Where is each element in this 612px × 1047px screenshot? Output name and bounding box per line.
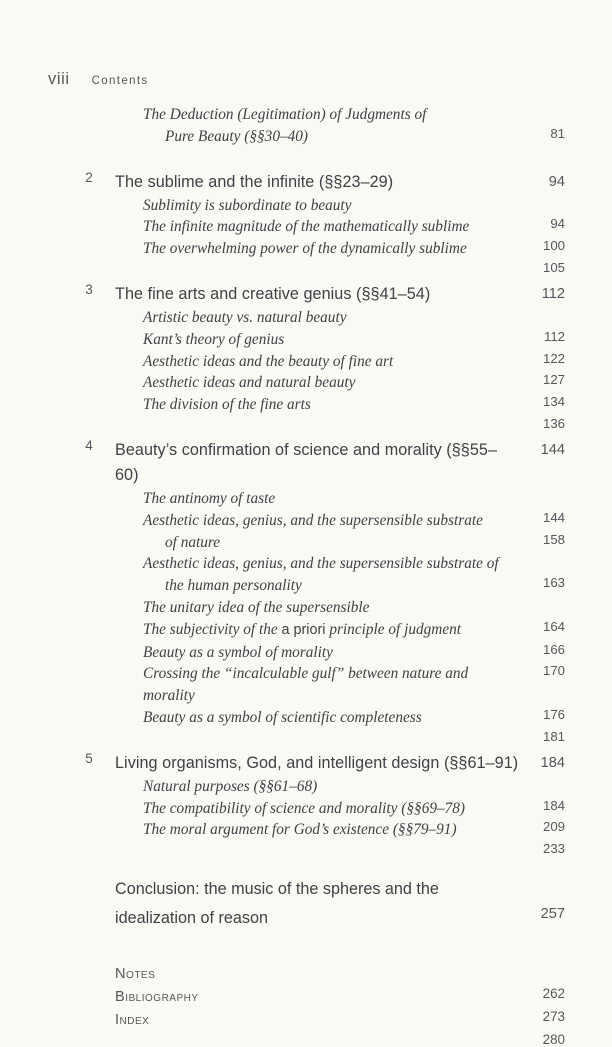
page-number: 176	[542, 706, 565, 722]
page-number: 273	[542, 1009, 565, 1025]
toc-conclusion[interactable]	[0, 875, 612, 933]
page-number: 184	[542, 797, 565, 813]
toc-entry[interactable]	[0, 510, 612, 554]
page-number: 163	[542, 575, 565, 591]
page-number: 170	[542, 663, 565, 679]
page-number: 136	[542, 415, 565, 431]
page-number: 181	[542, 728, 565, 744]
toc-entry[interactable]	[0, 104, 612, 148]
toc-entry-label: The Deduction (Legitimation) of Judgments of Pure Beauty (§§30–40)	[143, 104, 612, 148]
page-number: 81	[550, 126, 565, 141]
page-number: 94	[548, 173, 565, 190]
running-head	[48, 70, 148, 89]
chapter-title: The sublime and the infinite (§§23–29)	[115, 172, 394, 191]
toc-entry-label: The compatibility of science and morality (§§69–78)	[143, 799, 466, 817]
toc-entry-label: Aesthetic ideas and natural beauty	[143, 374, 356, 392]
toc-entry[interactable]	[0, 488, 612, 525]
page-number: 94	[550, 216, 565, 232]
chapter-number: 4	[85, 437, 93, 453]
page-number: 257	[540, 906, 565, 923]
back-matter-label: Notes	[115, 966, 156, 983]
toc-chapter[interactable]	[0, 282, 612, 307]
toc-chapter[interactable]	[0, 751, 612, 776]
toc-entry-label: Beauty as a symbol of scientific completeness	[143, 708, 422, 726]
back-matter-label: Index	[115, 1012, 150, 1029]
toc-entry-label: The antinomy of taste	[143, 489, 276, 507]
toc-entry[interactable]	[0, 642, 612, 679]
toc-entry[interactable]	[0, 819, 612, 857]
back-matter-list	[0, 963, 612, 1047]
chapter-title: The fine arts and creative genius (§§41–54)	[115, 284, 431, 303]
conclusion-label: Conclusion: the music of the spheres and the idealization of reason	[115, 875, 612, 933]
toc-entry[interactable]	[0, 553, 612, 597]
page-number: 134	[542, 394, 565, 410]
toc-entry-label: Kant’s theory of genius	[143, 330, 285, 348]
page-number: 112	[541, 285, 565, 302]
toc-entry-continuation: Pure Beauty (§§30–40)	[165, 127, 309, 145]
toc-list	[0, 104, 612, 1047]
toc-entry-label: Natural purposes (§§61–68)	[143, 777, 318, 795]
toc-entry-continuation: the human personality	[165, 577, 302, 595]
toc-entry-label: The unitary idea of the supersensible	[143, 598, 370, 616]
toc-entry-label: Aesthetic ideas, genius, and the supersensible substrate of nature	[143, 510, 612, 554]
page-number: 105	[542, 259, 565, 275]
conclusion-continuation: idealization of reason	[115, 909, 268, 928]
page-number: 209	[542, 819, 565, 835]
chapter-number: 3	[85, 281, 93, 297]
chapter-number: 2	[85, 169, 93, 185]
toc-chapter[interactable]	[0, 170, 612, 195]
page-number: 122	[542, 350, 565, 366]
page-number: 112	[543, 328, 565, 344]
page-number: 280	[542, 1032, 565, 1047]
back-matter-entry[interactable]	[0, 1009, 612, 1047]
page-number: 100	[542, 238, 565, 254]
running-head-title: Contents	[91, 75, 149, 87]
toc-entry-label: The division of the fine arts	[143, 396, 311, 414]
chapter-title: Living organisms, God, and intelligent design (§§61–91)	[115, 753, 519, 772]
page-number: 144	[542, 509, 565, 525]
page-number: 158	[542, 531, 565, 547]
toc-chapter[interactable]	[0, 438, 612, 488]
toc-entry-label: Sublimity is subordinate to beauty	[143, 196, 352, 214]
page-number: 166	[542, 641, 565, 657]
page-number: 144	[540, 441, 565, 458]
page-number: 184	[540, 754, 565, 771]
page-number: 233	[542, 841, 565, 857]
toc-entry-label: Aesthetic ideas, genius, and the supersensible substrate of the human personality	[143, 553, 612, 597]
toc-entry-continuation: of nature	[165, 533, 221, 551]
roman-inline-text: a priori	[281, 621, 326, 638]
chapter-number: 5	[85, 750, 93, 766]
page-number: 127	[542, 372, 565, 388]
toc-entry-label: The moral argument for God’s existence (§§79–91)	[143, 821, 457, 839]
toc-entry-label: The subjectivity of the a priori principle of judgment	[143, 620, 462, 638]
toc-entry-label: Artistic beauty vs. natural beauty	[143, 308, 347, 326]
chapter-title: Beauty’s confirmation of science and morality (§§55–60)	[115, 440, 498, 484]
folio-number: viii	[48, 70, 70, 88]
toc-entry-label: The overwhelming power of the dynamically sublime	[143, 240, 467, 258]
toc-entry-label: The infinite magnitude of the mathematically sublime	[143, 218, 470, 236]
back-matter-label: Bibliography	[115, 989, 199, 1006]
toc-entry-label: Crossing the “incalculable gulf” between nature and morality	[143, 665, 469, 705]
page-number: 164	[542, 618, 565, 634]
toc-entry-label: Aesthetic ideas and the beauty of fine art	[143, 352, 394, 370]
page-number: 262	[542, 986, 565, 1002]
toc-entry[interactable]	[0, 238, 612, 275]
toc-entry[interactable]	[0, 707, 612, 744]
toc-entry[interactable]	[0, 394, 612, 431]
toc-entry-label: Beauty as a symbol of morality	[143, 643, 333, 661]
